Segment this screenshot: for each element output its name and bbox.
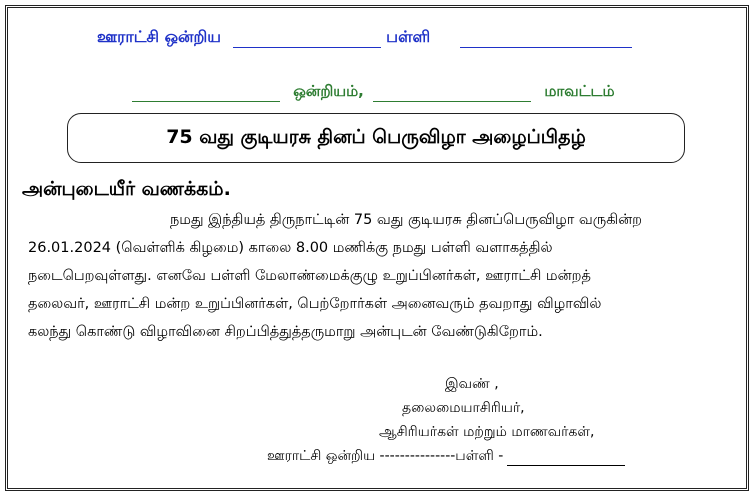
signature-headmaster: தலைமையாசிரியர்,: [402, 400, 525, 416]
body-line: 26.01.2024 (வெள்ளிக் கிழமை) காலை 8.00 மணிக்கு நமது பள்ளி வளாகத்தில்: [28, 240, 553, 256]
signature-school-prefix: ஊராட்சி ஒன்றிய ---------------பள்ளி -: [267, 448, 504, 464]
header-union-word: ஒன்றியம்,: [293, 82, 364, 100]
header-district-word: மாவட்டம்: [544, 82, 615, 100]
union-blank: [132, 101, 280, 102]
signature-ivan: இவண் ,: [445, 376, 499, 392]
district-blank: [373, 101, 531, 102]
signature-teachers-students: ஆசிரியர்கள் மற்றும் மாணவர்கள்,: [379, 424, 595, 440]
header-school-label: பள்ளி: [386, 27, 431, 46]
union-name-blank: [233, 47, 381, 48]
body-line: நமது இந்தியத் திருநாட்டின் 75 வது குடியரசு தினப்பெருவிழா வருகின்ற: [170, 212, 643, 228]
body-line: நடைபெறவுள்ளது. எனவே பள்ளி மேலாண்மைக்குழு உறுப்பினர்கள், ஊராட்சி மன்றத்: [28, 268, 591, 284]
greeting: அன்புடையீர் வணக்கம்.: [22, 178, 231, 200]
header-line-2: [132, 82, 615, 102]
school-name-blank: [460, 47, 632, 48]
signature-school-blank: [507, 465, 625, 466]
header-union-label: ஊராட்சி ஒன்றிய: [97, 27, 222, 46]
header-line-1: [97, 27, 632, 48]
body-line: கலந்து கொண்டு விழாவினை சிறப்பித்துத்தருமாறு அன்புடன் வேண்டுகிறோம்.: [28, 324, 543, 340]
invitation-title: 75 வது குடியரசு தினப் பெருவிழா அழைப்பிதழ்: [67, 113, 685, 163]
body-line: தலைவர், ஊராட்சி மன்ற உறுப்பினர்கள், பெற்றோர்கள் அனைவரும் தவறாது விழாவில்: [28, 296, 602, 312]
signature-school-line: [267, 448, 625, 466]
